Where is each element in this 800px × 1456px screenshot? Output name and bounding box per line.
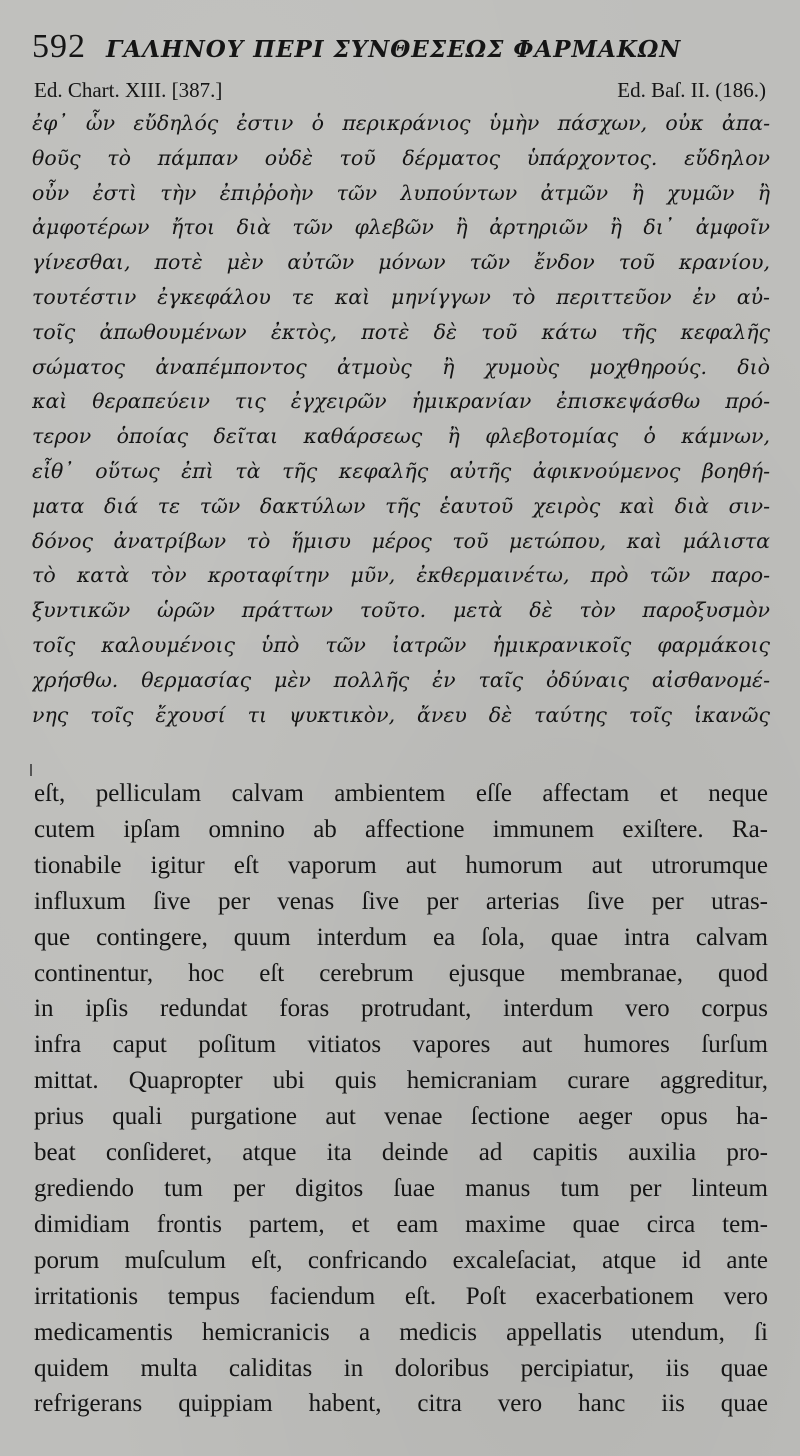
edition-line: [34, 78, 766, 108]
latin-line: quidem multa caliditas in doloribus percipiatur, iis quae: [34, 1354, 768, 1382]
latin-line: infra caput poſitum vitiatos vapores aut humores ſurſum: [34, 1031, 768, 1059]
greek-text-block: [32, 106, 770, 732]
latin-line: que contingere, quum interdum ea ſola, quae intra calvam: [34, 923, 768, 951]
greek-line: τουτέστιν ἐγκεφάλου τε καὶ μηνίγγων τὸ περιττεῦον ἐν αὐ-: [32, 284, 770, 309]
greek-line: γίνεσθαι, ποτὲ μὲν αὐτῶν μόνων τῶν ἔνδον τοῦ κρανίου,: [32, 250, 770, 275]
greek-line: τὸ κατὰ τὸν κροταφίτην μῦν, ἐκθερμαινέτω, πρὸ τῶν παρο-: [32, 563, 770, 588]
running-head: [32, 28, 772, 70]
latin-line: medicamentis hemicranicis a medicis appellatis utendum, ſi: [34, 1318, 768, 1346]
greek-line: τοῖς καλουμένοις ὑπὸ τῶν ἰατρῶν ἡμικρανικοῖς φαρμάκοις: [32, 632, 770, 657]
greek-line: καὶ θεραπεύειν τις ἐγχειρῶν ἡμικρανίαν ἐπισκεψάσθω πρό-: [32, 389, 770, 414]
latin-line: tionabile igitur eſt vaporum aut humorum aut utrorumque: [34, 851, 768, 879]
greek-line: εἶθ᾽ οὕτως ἐπὶ τὰ τῆς κεφαλῆς αὐτῆς ἀφικνούμενος βοηθή-: [32, 458, 770, 483]
page-number: 592: [32, 28, 86, 65]
latin-line: in ipſis redundat foras protrudant, interdum vero corpus: [34, 995, 768, 1023]
latin-line: continentur, hoc eſt cerebrum ejusque membranae, quod: [34, 959, 768, 987]
greek-line: σώματος ἀναπέμποντος ἀτμοὺς ἢ χυμοὺς μοχθηρούς. διὸ: [32, 354, 770, 379]
greek-line: ἀμφοτέρων ἤτοι διὰ τῶν φλεβῶν ἢ ἀρτηριῶν ἢ δι᾽ ἀμφοῖν: [32, 215, 770, 240]
latin-line: eſt, pelliculam calvam ambientem eſſe affectam et neque: [34, 780, 768, 807]
greek-line: τοῖς ἀπωθουμένων ἐκτὸς, ποτὲ δὲ τοῦ κάτω τῆς κεφαλῆς: [32, 319, 770, 344]
latin-line: cutem ipſam omnino ab affectione immunem exiſtere. Ra-: [34, 815, 768, 843]
greek-line: ἐφ᾽ ὧν εὔδηλός ἐστιν ὁ περικράνιος ὑμὴν πάσχων, οὐκ ἀπα-: [32, 111, 770, 135]
latin-text-block: [34, 776, 768, 1422]
greek-line: οὖν ἐστὶ τὴν ἐπιῤῥοὴν τῶν λυπούντων ἀτμῶν ἢ χυμῶν ἢ: [32, 180, 770, 205]
greek-line: δόνος ἀνατρίβων τὸ ἥμισυ μέρος τοῦ μετώπου, καὶ μάλιστα: [32, 528, 770, 553]
latin-line: irritationis tempus faciendum eſt. Poſt exacerbationem vero: [34, 1282, 768, 1310]
greek-line: νης τοῖς ἔχουσί τι ψυκτικὸν, ἄνευ δὲ ταύτης τοῖς ἱκανῶς: [32, 702, 770, 727]
greek-line: ματα διά τε τῶν δακτύλων τῆς ἑαυτοῦ χειρὸς καὶ διὰ σιν-: [32, 493, 770, 518]
greek-line: θοῦς τὸ πάμπαν οὐδὲ τοῦ δέρματος ὑπάρχοντος. εὔδηλον: [32, 145, 770, 170]
running-title: ΓΑΛΗΝΟΥ ΠΕΡΙ ΣΥΝΘΕΣΕΩΣ ΦΑΡΜΑΚΩΝ: [106, 36, 682, 63]
greek-line: ξυντικῶν ὡρῶν πράττων τοῦτο. μετὰ δὲ τὸν παροξυσμὸν: [32, 598, 770, 623]
greek-line: τερον ὁποίας δεῖται καθάρσεως ἢ φλεβοτομίας ὁ κάμνων,: [32, 424, 770, 449]
latin-line: grediendo tum per digitos ſuae manus tum per linteum: [34, 1174, 768, 1202]
latin-line: porum muſculum eſt, confricando excaleſaciat, atque id ante: [34, 1246, 768, 1274]
latin-line: influxum ſive per venas ſive per arterias ſive per utras-: [34, 887, 768, 915]
greek-line: χρήσθω. θερμασίας μὲν πολλῆς ἐν ταῖς ὀδύναις αἰσθανομέ-: [32, 667, 770, 692]
latin-line: mittat. Quapropter ubi quis hemicraniam curare aggreditur,: [34, 1067, 768, 1095]
latin-line: refrigerans quippiam habent, citra vero hanc iis quae: [34, 1390, 768, 1418]
latin-line: beat conſideret, atque ita deinde ad capitis auxilia pro-: [34, 1139, 768, 1167]
column-break-mark: [30, 764, 32, 776]
edition-reference-left: Ed. Chart. XIII. [387.]: [34, 78, 223, 102]
latin-line: dimidiam frontis partem, et eam maxime quae circa tem-: [34, 1210, 768, 1238]
latin-line: prius quali purgatione aut venae ſectione aeger opus ha-: [34, 1103, 768, 1131]
edition-reference-right: Ed. Baſ. II. (186.): [617, 78, 766, 102]
